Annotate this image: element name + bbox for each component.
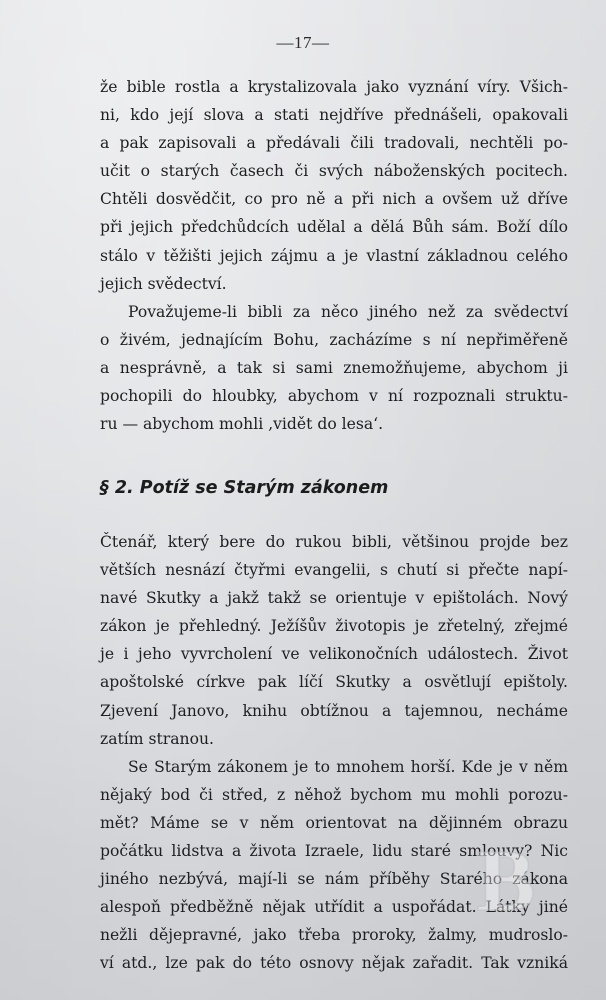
text-line: navé Skutky a jakž takž se orientuje v epištolách. Nový [100,589,568,608]
text-line: jiného nezbývá, mají-li se nám příběhy Starého zákona [100,870,568,889]
text-line: alespoň předběžně nějak utřídit a uspořádat. Látky jiné [100,898,568,917]
text-line: je i jeho vyvrcholení ve velikonočních událostech. Život [100,645,568,664]
text-line: a nesprávně, a tak si sami znemožňujeme, abychom ji [100,358,568,377]
text-line: zatím stranou. [100,729,214,748]
text-line: Čtenář, který bere do rukou bibli, většinou projde bez [100,533,568,551]
text-line: o živém, jednajícím Bohu, zacházíme s ní nepřiměřeně [100,330,568,349]
text-line: apoštolské církve pak líčí Skutky a osvětlují epištoly. [100,673,568,692]
text-line: při jejich předchůdcích udělal a dělá Bůh sám. Boží dílo [100,218,568,237]
text-line: větších nesnází čtyřmi evangelii, s chutí si přečte napí- [100,561,568,580]
text-line: zákon je přehledný. Ježíšův životopis je zřetelný, zřejmé [100,617,568,636]
text-line: nějaký bod či střed, z něhož bychom mu mohli porozu- [100,785,568,804]
watermark-logo-icon [470,838,542,924]
text-line: Považujeme-li bibli za něco jiného než za svědectví [128,302,568,321]
text-line: pochopili do hloubky, abychom v ní rozpoznali struktu- [100,387,568,406]
text-line: jejich svědectví. [100,274,227,293]
text-line: Chtěli dosvědčit, co pro ně a při nich a ovšem už dříve [100,190,568,209]
text-line: mět? Máme se v něm orientovat na dějinném obrazu [100,813,568,832]
text-line: učit o starých časech či svých náboženských pocitech. [100,162,568,181]
text-line: že bible rostla a krystalizovala jako vyznání víry. Všich- [100,78,568,96]
text-line: ví atd., lze pak do této osnovy nějak zařadit. Tak vzniká [100,954,568,973]
text-line: a pak zapisovali a předávali čili tradovali, nechtěli po- [100,134,568,153]
text-line: nežli dějepravné, jako třeba proroky, žalmy, mudroslo- [100,926,568,945]
top-text-block [100,73,568,438]
section-heading: § 2. Potíž se Starým zákonem [100,478,389,498]
text-line: počátku lidstva a života Izraele, lidu staré smlouvy? Nic [100,842,568,861]
text-line: ru — abychom mohli ‚vidět do lesa‘. [100,415,384,434]
text-line: stálo v těžišti jejich zájmu a je vlastní základnou celého [100,246,568,265]
watermark-letter: B [476,838,536,924]
text-line: Se Starým zákonem je to mnohem horší. Kde je v něm [128,757,568,776]
text-line: ni, kdo její slova a stati nejdříve přednášeli, opakovali [100,106,568,125]
text-line: Zjevení Janovo, knihu obtížnou a tajemnou, necháme [100,701,568,720]
page-number: —17— [276,33,330,52]
